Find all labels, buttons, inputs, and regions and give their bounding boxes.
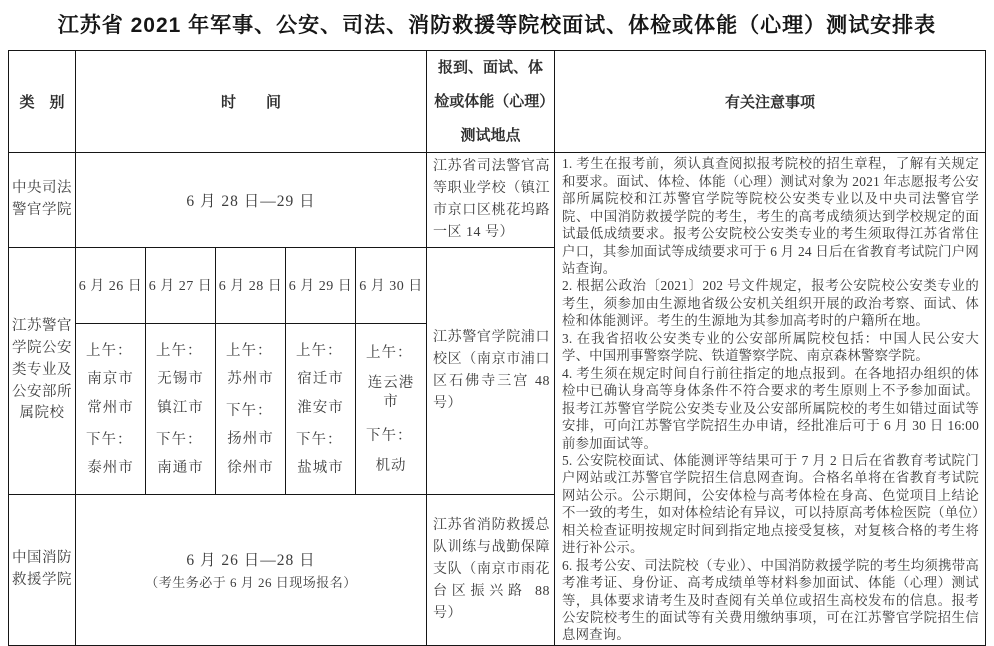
list-item: 1. 考生在报考前，须认真查阅拟报考院校的招生章程，了解有关规定和要求。面试、体检、体能（心理）测试对象为 2021 年志愿报考公安部所属院校和江苏警官学院等院校公安类专业以及中央司法警官学院、中国消防救援学院的考生，考生的高考成绩须达到学校规定的面试最低成绩要求。报考公安院校公安类专业的考生须取得江苏省常住户口，其参加面试等成绩要求可于 6 月 24 日后在省教育考试院门户网站查询。 bbox=[562, 156, 979, 276]
city-list-jun-29 bbox=[288, 330, 353, 488]
page-title: 江苏省 2021 年军事、公安、司法、消防救援等院校面试、体检或体能（心理）测试安排表 bbox=[57, 14, 937, 37]
list-item: 3. 在我省招收公安类专业的公安部所属院校包括：中国人民公安大学、中国刑事警察学院、铁道警察学院、南京森林警察学院。 bbox=[562, 330, 979, 364]
time-fire-rescue bbox=[76, 494, 427, 645]
list-item: 下午： bbox=[156, 432, 203, 449]
cities-jun-28 bbox=[216, 323, 286, 494]
list-item: 上午： bbox=[366, 345, 413, 362]
list-item: 连云港市 bbox=[367, 374, 415, 411]
list-item: 2. 根据公政治〔2021〕202 号文件规定，报考公安院校公安类专业的考生，须参加由生源地省级公安机关组织开展的政治考察、面试、体检和体能测评。考生的生源地为其参加高考时的户籍所在地。 bbox=[562, 278, 979, 329]
location-central-judicial: 江苏省司法警官高等职业学校（镇江市京口区桃花坞路一区 14 号） bbox=[427, 153, 555, 247]
date-jun-28: 6 月 28 日 bbox=[216, 247, 286, 323]
city-list-jun-30 bbox=[358, 330, 424, 488]
list-item: 下午： bbox=[366, 428, 413, 445]
notes-list bbox=[562, 155, 979, 644]
list-item: 淮安市 bbox=[297, 400, 344, 417]
city-list-jun-27 bbox=[148, 330, 213, 488]
list-item: 上午： bbox=[86, 343, 133, 360]
list-item: 南京市 bbox=[87, 371, 134, 388]
city-list-jun-28 bbox=[218, 330, 283, 488]
category-jiangsu-police-college: 江苏警官学院公安类专业及公安部所属院校 bbox=[9, 247, 76, 494]
location-fire-rescue: 江苏省消防救援总队训练与战勤保障支队（南京市雨花台区振兴路 88 号） bbox=[427, 494, 555, 645]
list-item: 下午： bbox=[296, 432, 343, 449]
table-header-row bbox=[9, 51, 986, 153]
list-item: 上午： bbox=[296, 343, 343, 360]
city-list-jun-26 bbox=[78, 330, 143, 488]
list-item: 盐城市 bbox=[297, 459, 344, 476]
list-item: 下午： bbox=[226, 403, 273, 420]
time-fire-rescue-note: （考生务必于 6 月 26 日现场报名） bbox=[145, 575, 357, 591]
list-item: 泰州市 bbox=[87, 459, 134, 476]
header-time: 时 间 bbox=[76, 51, 427, 153]
list-item: 南通市 bbox=[157, 459, 204, 476]
list-item: 5. 公安院校面试、体能测评等结果可于 7 月 2 日后在省教育考试院门户网站或江苏警官学院招生信息网查询。合格名单将在省教育考试院网站公示。公示期间，公安体检与高考体检在身高、色觉项目上结论不一致的考生，如对体检结论有异议，可以持原高考体检医院（单位）相关检查证明按规定时间到指定地点接受复核，对复核合格的考生将进行补公示。 bbox=[562, 452, 979, 556]
list-item: 宿迁市 bbox=[297, 371, 344, 388]
time-central-judicial: 6 月 28 日—29 日 bbox=[76, 153, 427, 247]
cities-jun-30 bbox=[356, 323, 427, 494]
cities-jun-27 bbox=[146, 323, 216, 494]
list-item: 扬州市 bbox=[227, 430, 274, 447]
list-item: 徐州市 bbox=[227, 459, 274, 476]
list-item: 上午： bbox=[156, 343, 203, 360]
date-jun-29: 6 月 29 日 bbox=[286, 247, 356, 323]
list-item: 上午： bbox=[226, 343, 273, 360]
header-category: 类 别 bbox=[9, 51, 76, 153]
cities-jun-26 bbox=[76, 323, 146, 494]
document-page bbox=[0, 9, 994, 646]
row-central-judicial-police-college bbox=[9, 153, 986, 247]
date-jun-30: 6 月 30 日 bbox=[356, 247, 427, 323]
list-item: 6. 报考公安、司法院校（专业）、中国消防救援学院的考生均须携带高考准考证、身份证、高考成绩单等材料参加面试、体能（心理）测试等，具体要求请考生及时查阅有关单位或招生高校发布的信息。报考公安院校考生的面试等有关费用缴纳事项，可在江苏警官学院招生信息网查询。 bbox=[562, 557, 979, 643]
schedule-table bbox=[8, 50, 986, 646]
time-fire-rescue-range: 6 月 26 日—28 日 bbox=[186, 552, 316, 570]
date-jun-27: 6 月 27 日 bbox=[146, 247, 216, 323]
list-item: 机动 bbox=[375, 457, 407, 474]
location-jiangsu-police: 江苏警官学院浦口校区（南京市浦口区石佛寺三宫 48 号） bbox=[427, 247, 555, 494]
date-jun-26: 6 月 26 日 bbox=[76, 247, 146, 323]
notes-cell bbox=[555, 153, 986, 646]
header-location: 报到、面试、体检或体能（心理）测试地点 bbox=[427, 51, 555, 153]
header-notes: 有关注意事项 bbox=[555, 51, 986, 153]
category-central-judicial-police-college: 中央司法警官学院 bbox=[9, 153, 76, 247]
list-item: 4. 考生须在规定时间自行前往指定的地点报到。在各地招办组织的体检中已确认身高等身体条件不符合要求的考生原则上不予参加面试。报考江苏警官学院公安类专业及公安部所属院校的考生如错过面试等安排，可向江苏警官学院招生办申请，经批准后可于 6 月 30 日 16:00 前参加面试等。 bbox=[562, 365, 979, 451]
list-item: 常州市 bbox=[87, 400, 134, 417]
list-item: 镇江市 bbox=[157, 400, 204, 417]
list-item: 无锡市 bbox=[157, 371, 204, 388]
cities-jun-29 bbox=[286, 323, 356, 494]
category-china-fire-rescue-college: 中国消防救援学院 bbox=[9, 494, 76, 645]
list-item: 下午： bbox=[86, 432, 133, 449]
list-item: 苏州市 bbox=[227, 371, 274, 388]
